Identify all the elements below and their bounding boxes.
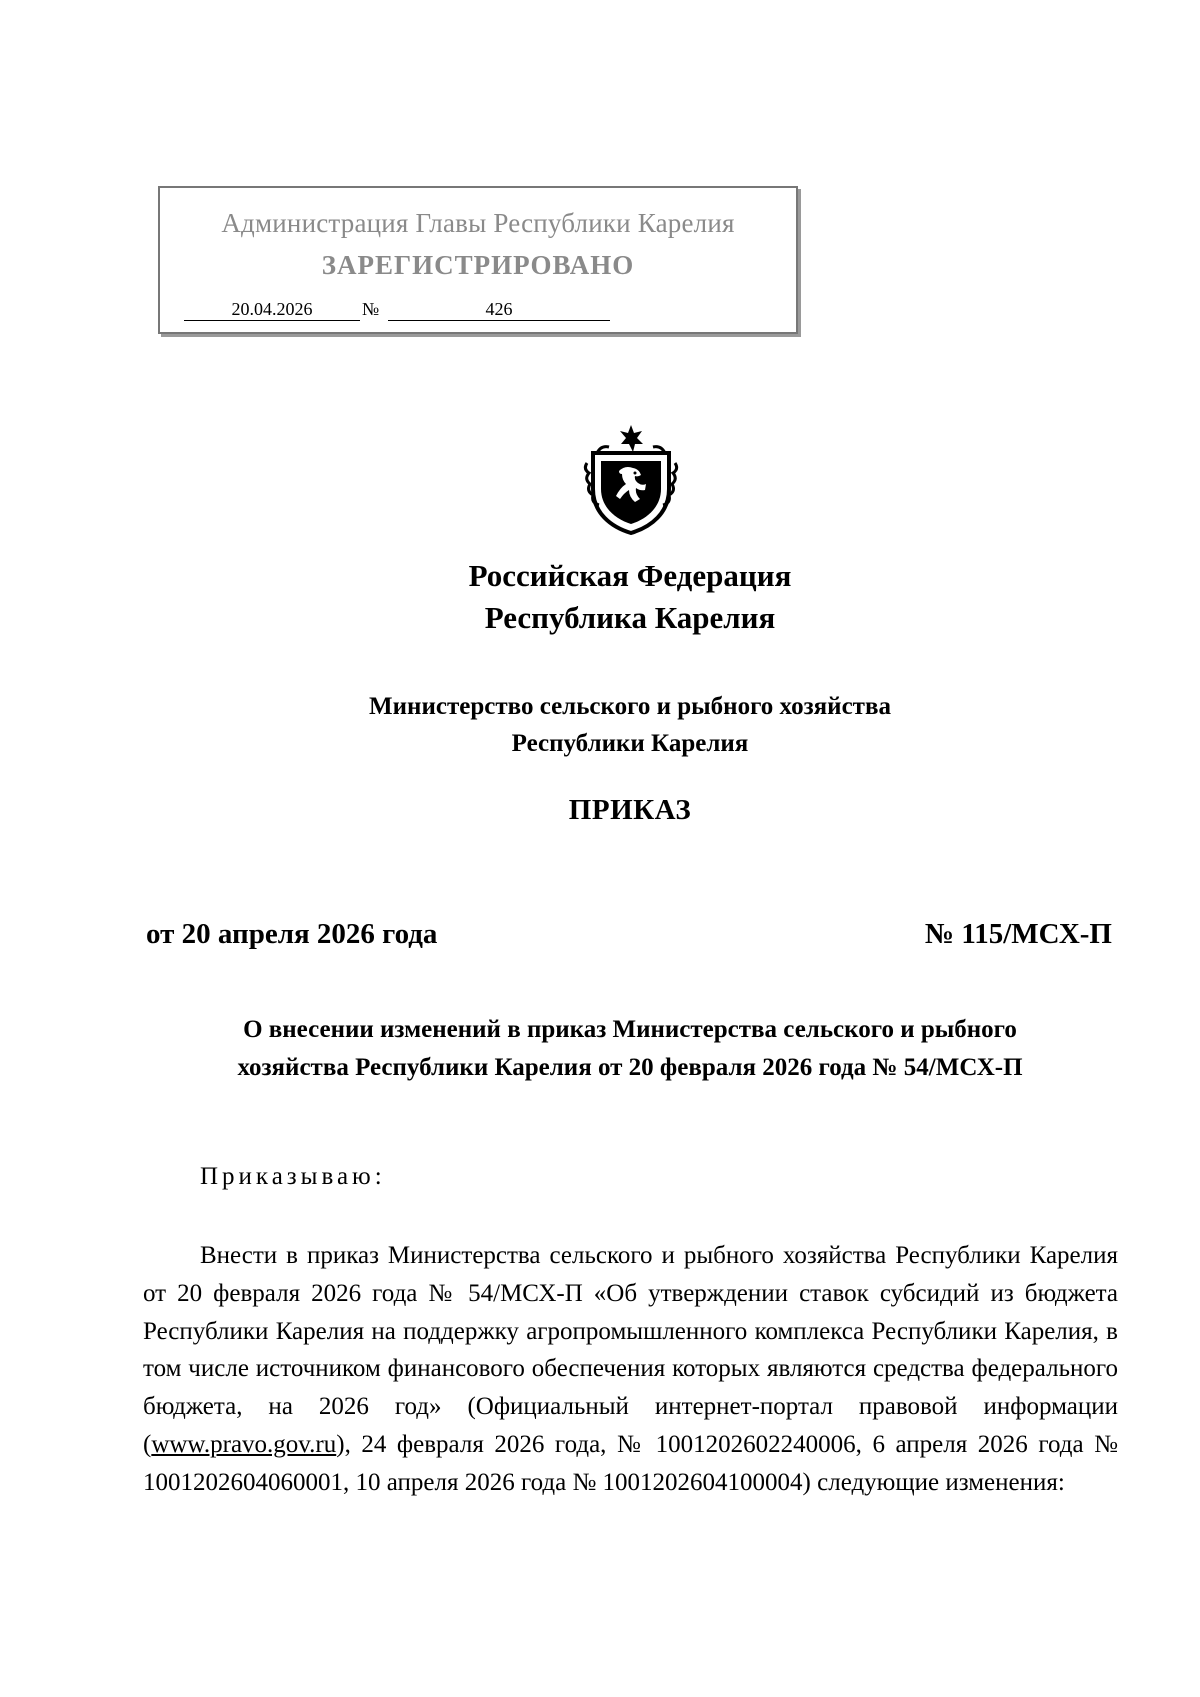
order-subject — [140, 1011, 1120, 1087]
country-header — [0, 555, 1200, 639]
ministry-header — [0, 688, 1200, 762]
stamp-date: 20.04.2026 — [184, 298, 360, 321]
karelia-coat-of-arms-icon — [583, 423, 679, 535]
ministry-name-line2: Республики Карелия — [511, 730, 749, 757]
pravo-gov-link[interactable]: www.pravo.gov.ru — [151, 1430, 337, 1458]
decree-word: Приказываю: — [200, 1163, 386, 1190]
stamp-status: ЗАРЕГИСТРИРОВАНО — [321, 250, 635, 280]
stamp-number-label: № — [362, 299, 380, 319]
order-number: № 115/МСХ-П — [924, 918, 1112, 950]
republic-name: Республика Карелия — [484, 600, 776, 635]
subject-line2: хозяйства Республики Карелия от 20 февраля 2026 года № 54/МСХ-П — [237, 1054, 1023, 1081]
stamp-number: 426 — [388, 298, 610, 321]
body-text-part1: Внести в приказ Министерства сельского и рыбного хозяйства Республики Карелия от 20 февраля 2026 года № 54/МСХ-П «Об утверждении ставок субсидий из бюджета Республики Карелия на поддержку агропромышленного комплекса Республики Карелия, в том числе источником финансового обеспечения которых являются средства федерального бюджета, на 2026 год» (Официальный интернет-портал правовой информации ( — [143, 1242, 1118, 1458]
ministry-name-line1: Министерство сельского и рыбного хозяйства — [369, 693, 891, 720]
order-date: от 20 апреля 2026 года — [146, 918, 438, 950]
body-text-part2: ), 24 февраля 2026 года, № 1001202602240006, 6 апреля 2026 года № 1001202604060001, 10 апреля 2026 года № 1001202604100004) следующие изменения: — [143, 1430, 1118, 1496]
stamp-organization: Администрация Главы Республики Карелия — [221, 208, 735, 238]
subject-line1: О внесении изменений в приказ Министерства сельского и рыбного — [243, 1016, 1017, 1043]
registration-stamp — [158, 186, 798, 334]
country-name: Российская Федерация — [468, 558, 792, 593]
document-type: ПРИКАЗ — [568, 794, 692, 826]
body-paragraph — [143, 1237, 1118, 1502]
